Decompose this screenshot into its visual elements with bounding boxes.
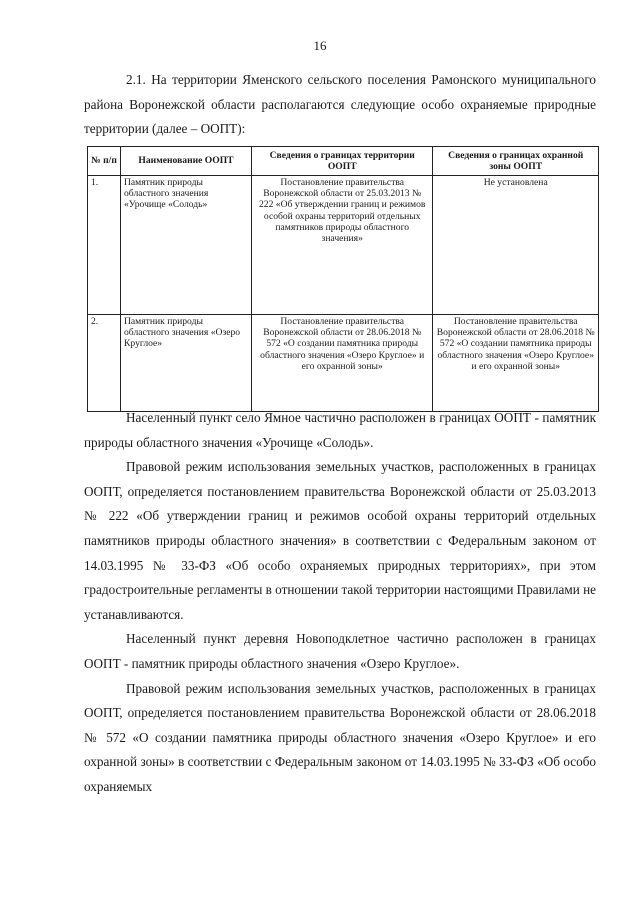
paragraph: Населенный пункт село Ямное частично расположен в границах ООПТ - памятник природы областного значения «Урочище «Солодь». — [84, 410, 596, 450]
header-zone: Сведения о границах охранной зоны ООПТ — [433, 147, 599, 176]
paragraph: Правовой режим использования земельных участков, расположенных в границах ООПТ, определяется постановлением правительства Воронежской области от 25.03.2013 № 222 «Об утверждении границ и режимов особой охраны территорий отдельных памятников природы областного значения» в соответствии с Федеральным законом от 14.03.1995 № 33-ФЗ «Об особо охраняемых природных территориях», при этом градостроительные регламенты в отношении такой территории настоящими Правилами не устанавливаются. — [84, 459, 596, 622]
row-territory: Постановление правительства Воронежской области от 28.06.2018 № 572 «О создании памятника природы областного значения «Озеро Круглое» и его охранной зоны» — [252, 315, 433, 412]
table-header-row — [88, 147, 599, 176]
paragraph: Правовой режим использования земельных участков, расположенных в границах ООПТ, определяется постановлением правительства Воронежской области от 28.06.2018 № 572 «О создании памятника природы областного значения «Озеро Круглое» и его охранной зоны» в соответствии с Федеральным законом от 14.03.1995 № 33-ФЗ «Об особо охраняемых — [84, 680, 596, 794]
row-num: 2. — [88, 315, 121, 412]
header-territory: Сведения о границах территории ООПТ — [252, 147, 433, 176]
body-text — [84, 406, 596, 800]
header-num: № п/п — [88, 147, 121, 176]
row-zone: Не установлена — [433, 176, 599, 315]
header-name: Наименование ООПТ — [121, 147, 252, 176]
page-number: 16 — [313, 38, 327, 53]
intro-text: 2.1. На территории Яменского сельского поселения Рамонского муниципального района Воронежской области располагаются следующие особо охраняемые природные территории (далее – ООПТ): — [84, 72, 596, 136]
row-name: Памятник природы областного значения «Урочище «Солодь» — [121, 176, 252, 315]
oopt-table — [87, 146, 599, 412]
row-zone: Постановление правительства Воронежской области от 28.06.2018 № 572 «О создании памятника природы областного значения «Озеро Круглое» и его охранной зоны» — [433, 315, 599, 412]
table-row — [88, 176, 599, 315]
row-territory: Постановление правительства Воронежской области от 25.03.2013 № 222 «Об утверждении границ и режимов особой охраны территорий отдельных памятников природы областного значения» — [252, 176, 433, 315]
row-num: 1. — [88, 176, 121, 315]
intro-paragraph — [84, 68, 596, 142]
row-name: Памятник природы областного значения «Озеро Круглое» — [121, 315, 252, 412]
paragraph: Населенный пункт деревня Новоподклетное частично расположен в границах ООПТ - памятник природы областного значения «Озеро Круглое». — [84, 631, 596, 671]
table-row — [88, 315, 599, 412]
